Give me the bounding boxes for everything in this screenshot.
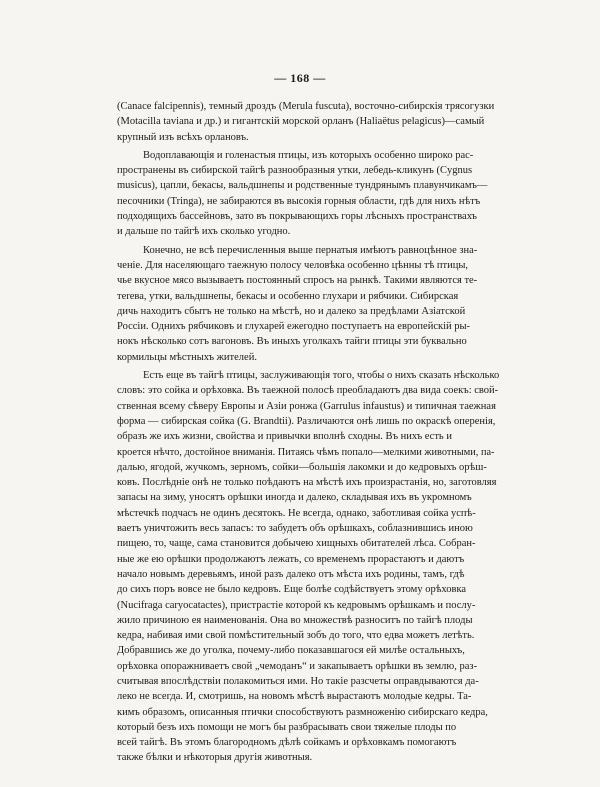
- text-line: орѣховка опоражниваетъ свой „чемоданъ“ и закапываетъ орѣшки въ землю, раз-: [117, 660, 478, 672]
- text-line: Есть еще въ тайгѣ птицы, заслуживающія того, чтобы о нихъ сказать нѣсколько: [143, 370, 500, 382]
- text-line: мѣстечкѣ подчасъ не одинъ десятокъ. Не всегда, однако, заботливая сойка успѣ-: [117, 507, 476, 519]
- text-line: жило причиною ея наименованія. Она во множествѣ разноситъ по тайгѣ плоды: [117, 614, 473, 626]
- text-line: (Canace falcipennis), темный дроздъ (Merula fuscuta), восточно-сибирскія трясогузки: [117, 101, 495, 112]
- text-line: ковъ. Послѣдніе онѣ не только поѣдаютъ на мѣстѣ ихъ произрастанія, но, заготовляя: [117, 477, 497, 489]
- text-line: Добравшись же до уголка, почему-либо показавшагося ей милѣе остальныхъ,: [117, 645, 465, 657]
- text-line: нокъ нѣсколько сотъ вагоновъ. Въ иныхъ уголкахъ тайги птицы эти буквально: [117, 336, 467, 348]
- text-line: леко не всегда. И, смотришь, на новомъ мѣстѣ вырастаютъ молодые кедры. Та-: [117, 691, 472, 703]
- paragraph-1: [117, 99, 499, 145]
- text-line: начало новымъ деревьямъ, иной разъ далеко отъ мѣста ихъ родины, тамъ, гдѣ: [117, 568, 465, 580]
- text-line: ственная всему сѣверу Европы и Азіи ронжа (Garrulus infaustus) и типичная таежная: [117, 400, 496, 412]
- text-line: кормильцы мѣстныхъ жителей.: [117, 351, 257, 363]
- page-number: — 168 —: [274, 71, 326, 85]
- text-line: форма — сибирская сойка (G. Brandtii). Различаются онѣ лишь по окраскѣ оперенія,: [117, 415, 496, 427]
- text-line: запасы на зиму, уносятъ орѣшки иногда и далеко, складывая ихъ въ укромномъ: [117, 492, 472, 504]
- text-line: и дальше по тайгѣ ихъ сколько угодно.: [117, 226, 291, 238]
- text-line: ваетъ уничтожить весь запасъ: то забудетъ объ орѣшкахъ, соблазнившись иною: [117, 523, 473, 535]
- text-line: который безъ ихъ помощи не могъ бы разбрасывать свои тяжелые плоды по: [117, 721, 457, 733]
- text-line: до сихъ поръ вовсе не было кедровъ. Еще болѣе содѣйствуетъ этому орѣховка: [117, 584, 467, 596]
- text-line: далью, ягодой, жучкомъ, зерномъ, сойки—большія лакомки и до кедровыхъ орѣш-: [117, 461, 487, 473]
- text-line: пространены въ сибирской тайгѣ разнообразныя утки, лебедь-кликунъ (Cygnus: [117, 165, 473, 177]
- body-text: [117, 99, 499, 769]
- paragraph-3: [117, 243, 499, 365]
- text-line: (Motacilla taviana и др.) и гигантскій морской орланъ (Haliaëtus pelagicus)—самый: [117, 116, 485, 128]
- text-line: чье вкусное мясо вызываетъ постоянный спросъ на рынкѣ. Такими являются те-: [117, 275, 478, 287]
- text-line: тerева, утки, вальдшнепы, бекасы и особенно глухари и рябчики. Сибирская: [117, 290, 459, 302]
- text-line: образъ же ихъ жизни, свойства и привычки вполнѣ сходны. Въ нихъ есть и: [117, 431, 452, 443]
- text-line: ные же ею орѣшки продолжаютъ лежать, со временемъ прорастаютъ и даютъ: [117, 553, 465, 565]
- text-line: кимъ образомъ, описанныя птички способствуютъ размноженію сибирскаго кедра,: [117, 706, 488, 718]
- text-line: пищею, то, чаще, сама становится добычею хищныхъ обитателей лѣса. Собран-: [117, 538, 476, 550]
- text-line: кроется нѣчто, достойное вниманія. Питаясь чѣмъ попало—мелкими животными, па-: [117, 446, 495, 458]
- text-line: подходящихъ бассейновъ, зато въ покрывающихъ горы лѣсныхъ пространствахъ: [117, 211, 477, 223]
- text-line: крупный изъ всѣхъ орлановъ.: [117, 131, 249, 143]
- text-line: всей тайгѣ. Въ этомъ благородномъ дѣлѣ сойкамъ и орѣховкамъ помогаютъ: [117, 737, 457, 749]
- text-line: (Nucifraga caryocatactes), пристрастіе которой къ кедровымъ орѣшкамъ и послу-: [117, 599, 476, 611]
- text-line: дичь находитъ сбытъ не только на мѣстѣ, но и далеко за предѣлами Азіатской: [117, 305, 466, 317]
- text-line: Россіи. Однихъ рябчиковъ и глухарей ежегодно поступаетъ на европейскій ры-: [117, 321, 471, 333]
- text-line: песочники (Tringa), не забираются въ высокія горныя области, гдѣ для нихъ нѣтъ: [117, 195, 481, 207]
- paragraph-2: [117, 148, 499, 240]
- text-line: кедра, набивая ими свой помѣстительный зобъ до того, что едва можетъ летѣть.: [117, 630, 475, 642]
- text-line: считывая впослѣдствіи полакомиться ими. Но такіе разсчеты оправдываются да-: [117, 675, 479, 687]
- text-line: Конечно, не всѣ перечисленныя выше пернатыя имѣютъ равноцѣнное зна-: [143, 244, 478, 256]
- paragraph-4: [117, 368, 499, 766]
- text-line: словъ: это сойка и орѣховка. Въ таежной полосѣ преобладаютъ два вида соекъ: свой-: [117, 385, 499, 397]
- text-line: musicus), цапли, бекасы, вальдшнепы и родственные тундрянымъ плавунчикамъ—: [117, 180, 488, 192]
- text-line: Водоплавающія и голенастыя птицы, изъ которыхъ особенно широко рас-: [143, 149, 474, 161]
- text-line: ченіе. Для населяющаго таежную полосу человѣка особенно цѣнны тѣ птицы,: [117, 259, 469, 271]
- text-line: также бѣлки и нѣкоторыя другія животныя.: [117, 752, 313, 764]
